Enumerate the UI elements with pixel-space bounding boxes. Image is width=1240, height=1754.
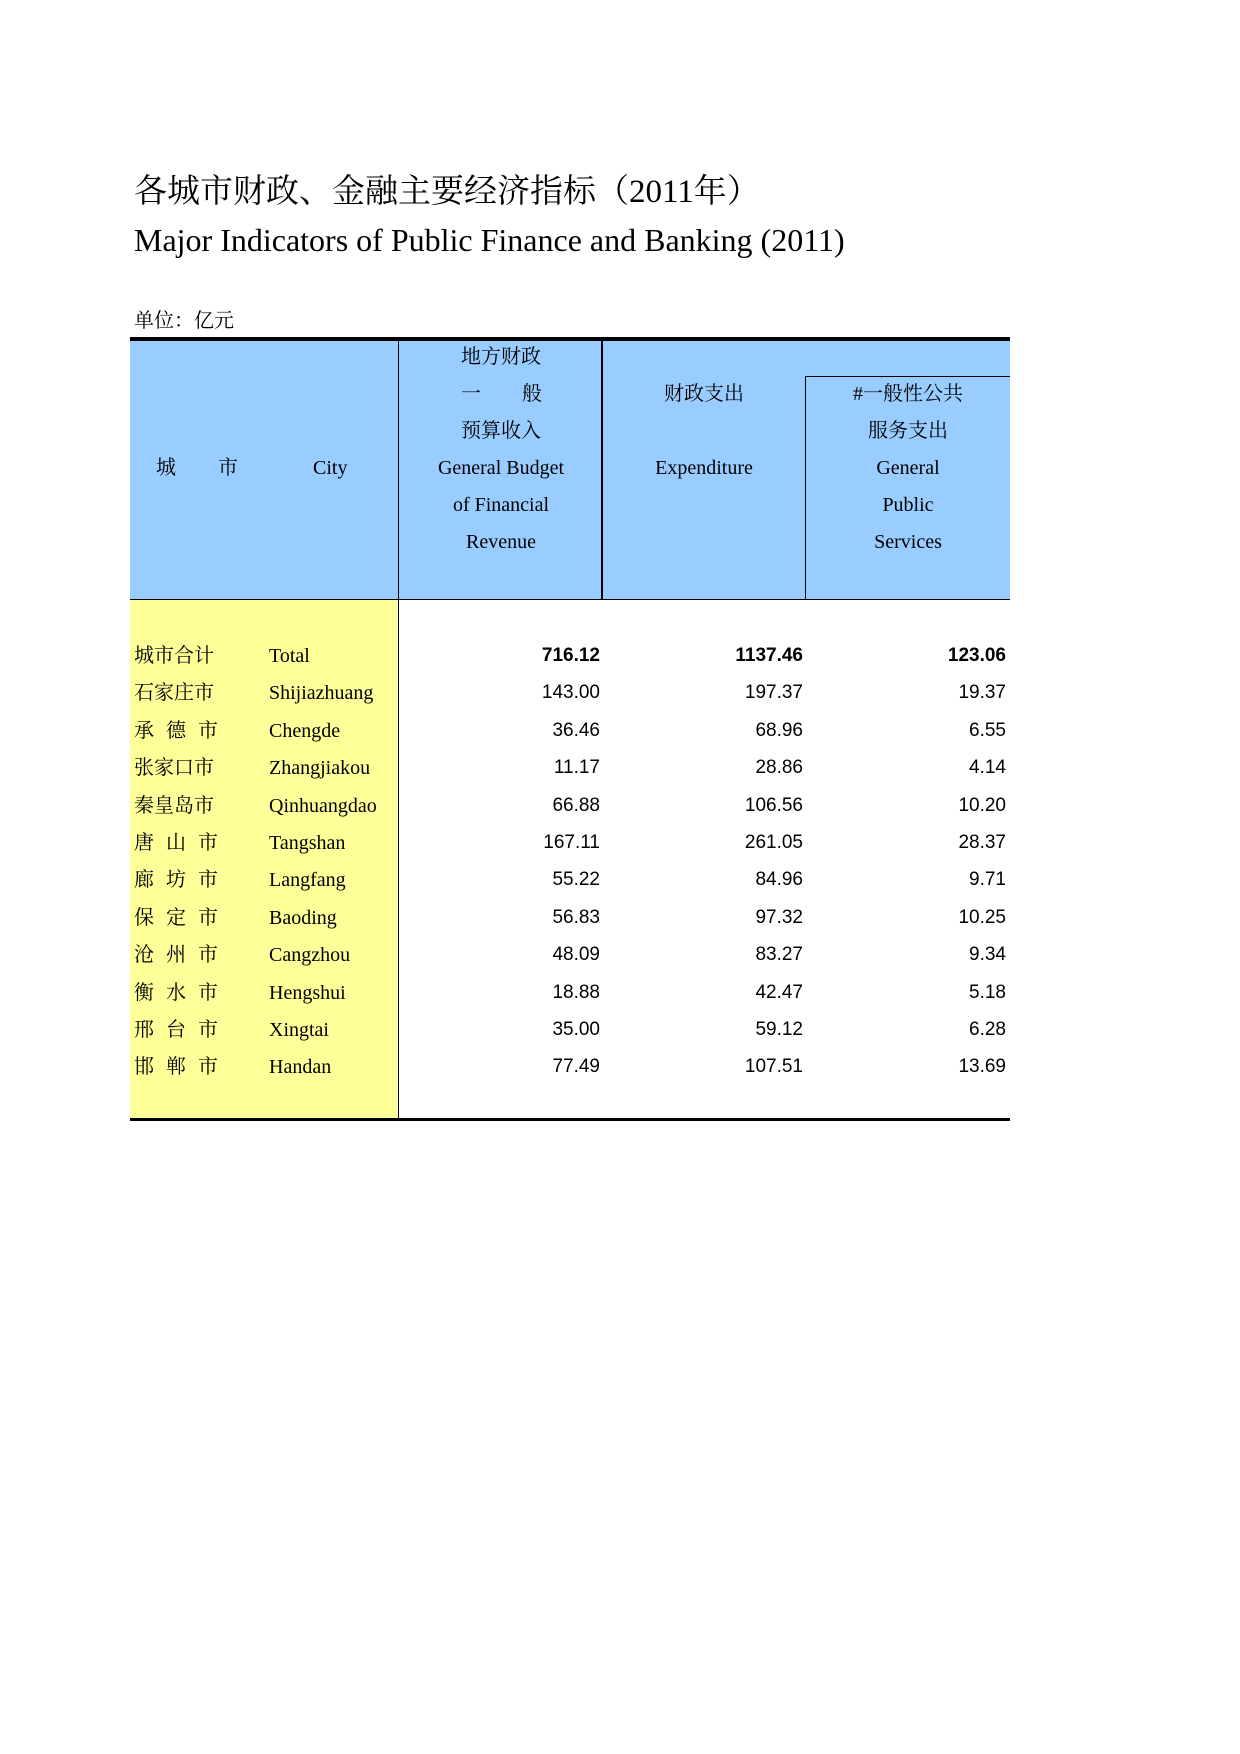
table-top-rule [130,337,1010,341]
city-name-zh-part: 州 [166,944,186,966]
cell-expenditure: 83.27 [755,944,803,965]
city-name-zh [134,793,218,819]
header-bottom-rule [130,599,1010,600]
cell-gps: 6.55 [969,720,1006,741]
cell-gps: 4.14 [969,757,1006,778]
header-gps-line-5: Services [874,531,942,553]
city-name-zh-part: 承 [134,720,154,742]
city-name-zh-part: 市 [198,907,218,929]
city-name-zh [134,643,218,669]
city-name-en: Zhangjiakou [269,757,371,779]
city-name-zh-part: 市 [198,982,218,1004]
city-name-en: Total [269,645,310,667]
city-name-zh-part: 石家庄市 [134,682,214,704]
cell-gps: 19.37 [958,682,1006,703]
city-name-zh-part: 张家口市 [134,757,214,779]
cell-expenditure: 107.51 [744,1056,803,1077]
unit-label: 单位：亿元 [134,310,234,332]
city-name-zh [134,718,218,744]
cell-expenditure: 261.05 [744,832,803,853]
city-name-zh-part: 山 [166,832,186,854]
cell-revenue: 56.83 [552,907,600,928]
cell-gps: 13.69 [958,1056,1006,1077]
header-gps-line-3: General [876,457,940,479]
header-revenue-line-1: 地方财政 [461,346,541,368]
cell-revenue: 48.09 [552,944,600,965]
city-name-en: Xingtai [269,1019,329,1041]
gps-column-divider [805,376,806,599]
city-name-en: Chengde [269,720,341,742]
cell-revenue: 18.88 [552,982,600,1003]
city-name-en: Cangzhou [269,944,351,966]
header-revenue-line-2b: 般 [522,383,542,405]
cell-revenue: 716.12 [541,645,600,666]
city-name-zh-part: 市 [198,832,218,854]
city-name-zh-part: 城市合计 [134,645,214,667]
cell-gps: 9.34 [969,944,1006,965]
city-name-zh-part: 郸 [166,1056,186,1078]
cell-revenue: 36.46 [552,720,600,741]
header-revenue-line-2a: 一 [461,383,481,405]
gps-top-rule [805,376,1010,377]
cell-expenditure: 28.86 [755,757,803,778]
cell-gps: 10.25 [958,907,1006,928]
cell-expenditure: 1137.46 [735,645,803,666]
city-name-zh-part: 邯 [134,1056,154,1078]
city-name-zh [134,980,218,1006]
table-bottom-rule [130,1118,1010,1121]
cell-revenue: 167.11 [543,832,600,853]
cell-gps: 28.37 [958,832,1006,853]
city-name-zh-part: 秦皇岛市 [134,795,214,817]
header-gps-line-4: Public [882,494,934,516]
header-expenditure-zh: 财政支出 [664,383,744,405]
city-name-zh-part: 衡 [134,982,154,1004]
city-name-zh-part: 德 [166,720,186,742]
page-title-en: Major Indicators of Public Finance and Banking (2011) [134,222,845,258]
city-name-zh-part: 市 [198,720,218,742]
city-name-zh-part: 唐 [134,832,154,854]
cell-revenue: 55.22 [552,869,600,890]
cell-gps: 10.20 [958,795,1006,816]
header-city-zh-2: 市 [218,457,238,479]
city-name-zh [134,1017,218,1043]
header-revenue-line-6: Revenue [466,531,536,553]
header-city-en: City [313,457,348,479]
city-name-zh [134,867,218,893]
city-name-en: Baoding [269,907,337,929]
city-name-zh-part: 市 [198,944,218,966]
city-name-zh-part: 市 [198,1019,218,1041]
city-name-zh-part: 台 [166,1019,186,1041]
city-name-zh [134,1054,218,1080]
cell-expenditure: 197.37 [744,682,803,703]
city-name-en: Shijiazhuang [269,682,374,704]
cell-expenditure: 106.56 [744,795,803,816]
cell-gps: 9.71 [969,869,1006,890]
city-name-zh [134,680,218,706]
city-name-zh-part: 定 [166,907,186,929]
city-name-zh [134,830,218,856]
cell-expenditure: 68.96 [755,720,803,741]
header-expenditure-en: Expenditure [655,457,753,479]
city-name-en: Handan [269,1056,332,1078]
city-name-zh [134,905,218,931]
city-name-zh [134,755,218,781]
header-city-zh-1: 城 [156,457,176,479]
header-gps-line-1: #一般性公共 [853,383,963,405]
cell-expenditure: 84.96 [755,869,803,890]
header-gps-line-2: 服务支出 [868,420,948,442]
cell-expenditure: 42.47 [755,982,803,1003]
city-name-zh-part: 市 [198,869,218,891]
cell-gps: 5.18 [969,982,1006,1003]
header-revenue-line-4: General Budget [437,457,565,479]
cell-revenue: 11.17 [553,757,600,778]
page-title-zh: 各城市财政、金融主要经济指标（2011年） [134,174,760,210]
header-revenue-line-3: 预算收入 [461,420,541,442]
city-name-zh-part: 沧 [134,944,154,966]
cell-revenue: 77.49 [552,1056,600,1077]
city-name-en: Tangshan [269,832,346,854]
city-name-en: Hengshui [269,982,346,1004]
cell-revenue: 35.00 [552,1019,600,1040]
header-revenue-line-5: of Financial [452,494,550,516]
city-name-zh-part: 保 [134,907,154,929]
city-name-en: Qinhuangdao [269,795,377,817]
city-name-zh [134,942,218,968]
city-name-zh-part: 水 [166,982,186,1004]
city-name-zh-part: 邢 [134,1019,154,1041]
city-column-divider [398,341,399,1118]
city-name-zh-part: 坊 [166,869,186,891]
cell-expenditure: 97.32 [755,907,803,928]
cell-revenue: 143.00 [541,682,600,703]
city-name-en: Langfang [269,869,346,891]
cell-revenue: 66.88 [552,795,600,816]
cell-expenditure: 59.12 [755,1019,803,1040]
city-name-zh-part: 市 [198,1056,218,1078]
cell-gps: 123.06 [947,645,1006,666]
city-name-zh-part: 廊 [134,869,154,891]
cell-gps: 6.28 [969,1019,1006,1040]
